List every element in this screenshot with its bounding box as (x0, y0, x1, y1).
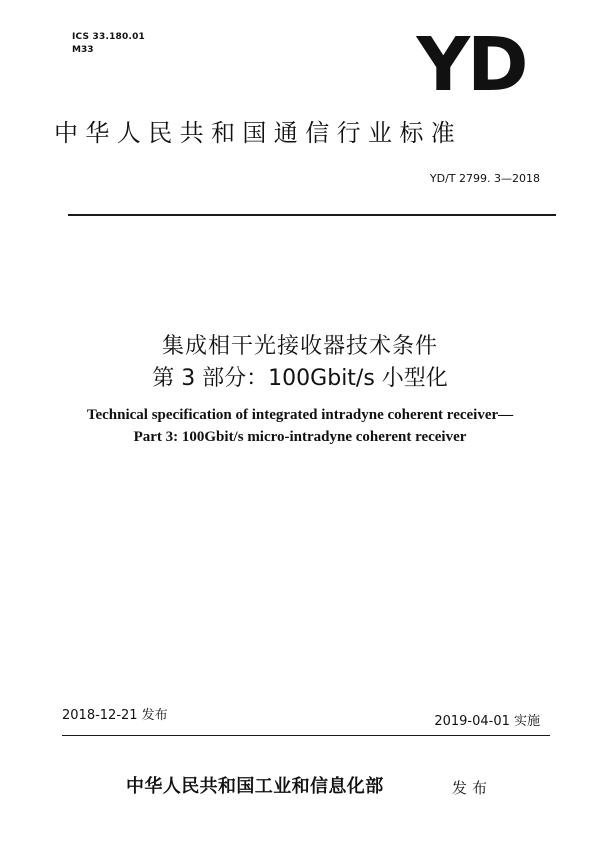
standard-number: YD/T 2799. 3—2018 (429, 172, 540, 185)
issuer-name: 中华人民共和国工业和信息化部 (126, 776, 384, 797)
footer-divider (62, 735, 550, 736)
release-label: 发布 (452, 779, 493, 797)
yd-logo: YD (416, 22, 526, 108)
title-cn-line1: 集成相干光接收器技术条件 (161, 334, 438, 359)
title-cn-line2: 第 3 部分：100Gbit/s 小型化 (152, 366, 448, 391)
industry-standard-title: 中华人民共和国通信行业标准 (54, 119, 463, 147)
implement-date: 2019-04-01 实施 (434, 714, 540, 729)
title-en-line2: Part 3: 100Gbit/s micro-intradyne coherent receiver (133, 429, 467, 445)
header-divider (68, 214, 556, 216)
title-en-line1: Technical specification of integrated intradyne coherent receiver— (86, 407, 514, 423)
classification-code: M33 (72, 45, 94, 55)
publish-date: 2018-12-21 发布 (62, 708, 168, 723)
ics-code: ICS 33.180.01 (72, 32, 146, 42)
